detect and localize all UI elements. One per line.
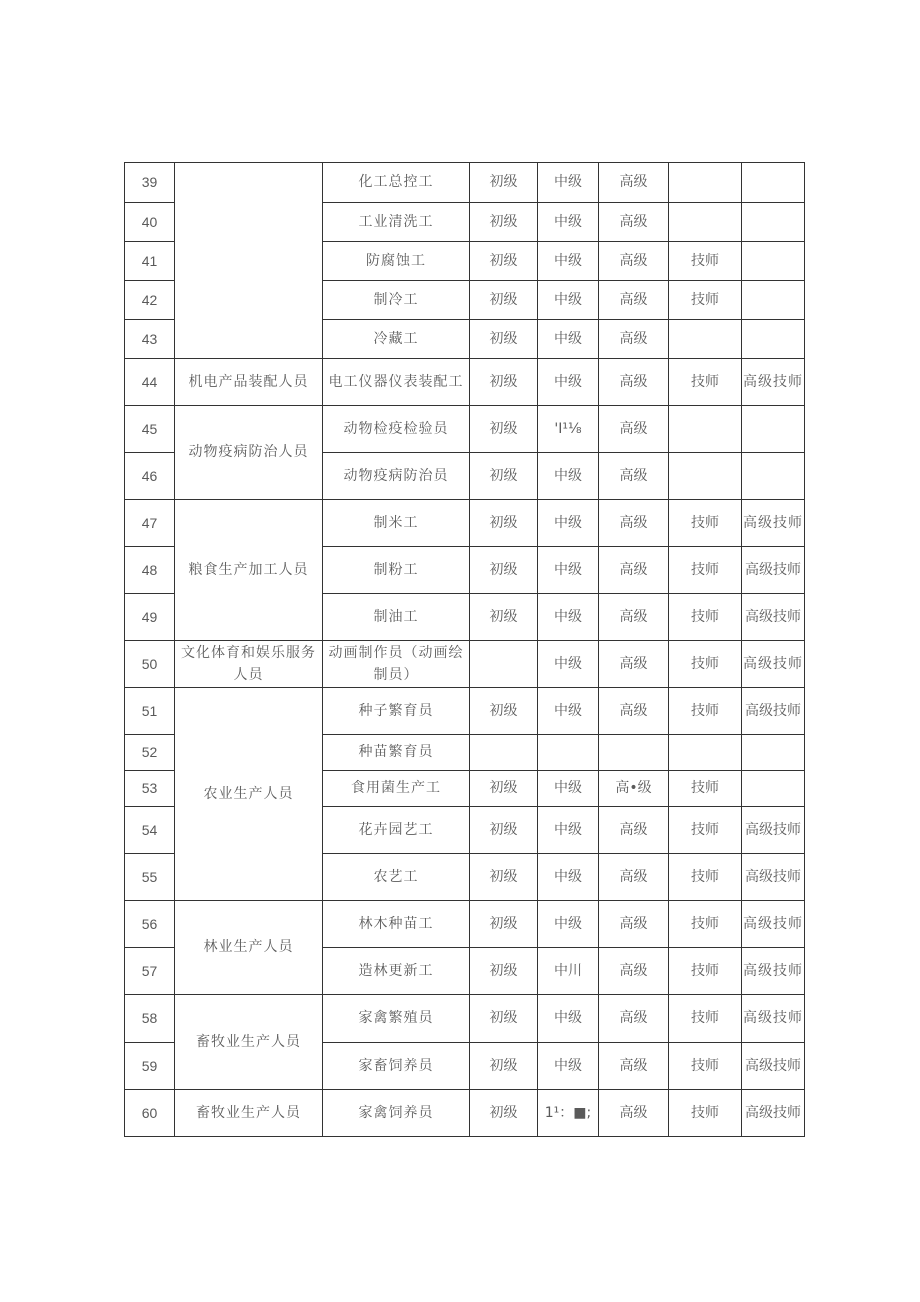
level-intermediate: 中级 xyxy=(538,1043,599,1090)
level-technician: 技师 xyxy=(669,995,742,1043)
table-row xyxy=(125,901,805,948)
level-senior-technician: 高级技师 xyxy=(742,500,805,547)
category-cell: 动物疫病防治人员 xyxy=(175,406,323,500)
level-senior: 高级 xyxy=(599,500,669,547)
level-intermediate: 中级 xyxy=(538,320,599,359)
level-intermediate: 中级 xyxy=(538,163,599,203)
level-senior: 高级 xyxy=(599,547,669,594)
level-junior: 初级 xyxy=(470,771,538,807)
level-junior xyxy=(470,735,538,771)
occupation-cell: 动物疫病防治员 xyxy=(323,453,470,500)
row-number: 42 xyxy=(125,281,175,320)
level-junior: 初级 xyxy=(470,901,538,948)
row-number: 46 xyxy=(125,453,175,500)
level-senior-technician: 高级技师 xyxy=(742,641,805,688)
row-number: 57 xyxy=(125,948,175,995)
level-senior: 高级 xyxy=(599,901,669,948)
level-junior: 初级 xyxy=(470,320,538,359)
occupation-cell: 冷藏工 xyxy=(323,320,470,359)
row-number: 41 xyxy=(125,242,175,281)
level-technician xyxy=(669,320,742,359)
occupation-cell: 防腐蚀工 xyxy=(323,242,470,281)
level-senior: 高•级 xyxy=(599,771,669,807)
table-row xyxy=(125,406,805,453)
row-number: 56 xyxy=(125,901,175,948)
occupation-cell: 食用菌生产工 xyxy=(323,771,470,807)
level-intermediate: 中级 xyxy=(538,453,599,500)
category-cell: 文化体育和娱乐服务人员 xyxy=(175,641,323,688)
level-intermediate: 中级 xyxy=(538,547,599,594)
level-junior: 初级 xyxy=(470,242,538,281)
occupation-cell: 动物检疫检验员 xyxy=(323,406,470,453)
level-intermediate: 中级 xyxy=(538,281,599,320)
level-senior-technician: 高级技师 xyxy=(742,1043,805,1090)
level-senior-technician: 高级技师 xyxy=(742,594,805,641)
level-intermediate: 中川 xyxy=(538,948,599,995)
level-technician: 技师 xyxy=(669,281,742,320)
level-junior: 初级 xyxy=(470,406,538,453)
level-senior-technician xyxy=(742,771,805,807)
level-technician xyxy=(669,453,742,500)
level-junior: 初级 xyxy=(470,854,538,901)
level-technician: 技师 xyxy=(669,547,742,594)
row-number: 45 xyxy=(125,406,175,453)
level-intermediate: 中级 xyxy=(538,688,599,735)
row-number: 53 xyxy=(125,771,175,807)
occupation-level-table xyxy=(124,162,805,1137)
occupation-cell: 电工仪器仪表装配工 xyxy=(323,359,470,406)
level-intermediate: 中级 xyxy=(538,807,599,854)
level-junior: 初级 xyxy=(470,1043,538,1090)
level-senior: 高级 xyxy=(599,163,669,203)
level-senior-technician xyxy=(742,203,805,242)
level-senior-technician xyxy=(742,320,805,359)
level-intermediate: 'I¹⅛ xyxy=(538,406,599,453)
occupation-cell: 制米工 xyxy=(323,500,470,547)
level-senior-technician: 高级技师 xyxy=(742,1090,805,1137)
occupation-cell: 制冷工 xyxy=(323,281,470,320)
level-intermediate: 中级 xyxy=(538,500,599,547)
level-junior xyxy=(470,641,538,688)
level-senior-technician xyxy=(742,163,805,203)
level-senior-technician: 高级技师 xyxy=(742,688,805,735)
level-technician xyxy=(669,735,742,771)
occupation-cell: 化工总控工 xyxy=(323,163,470,203)
level-senior: 高级 xyxy=(599,688,669,735)
row-number: 51 xyxy=(125,688,175,735)
level-senior: 高级 xyxy=(599,1090,669,1137)
occupation-cell: 家禽繁殖员 xyxy=(323,995,470,1043)
level-junior: 初级 xyxy=(470,453,538,500)
occupation-cell: 种苗繁育员 xyxy=(323,735,470,771)
level-senior: 高级 xyxy=(599,406,669,453)
level-intermediate: 中级 xyxy=(538,854,599,901)
row-number: 50 xyxy=(125,641,175,688)
row-number: 54 xyxy=(125,807,175,854)
row-number: 52 xyxy=(125,735,175,771)
category-cell: 畜牧业生产人员 xyxy=(175,1090,323,1137)
level-junior: 初级 xyxy=(470,547,538,594)
level-senior-technician: 高级技师 xyxy=(742,547,805,594)
row-number: 40 xyxy=(125,203,175,242)
level-senior-technician xyxy=(742,242,805,281)
level-intermediate: 中级 xyxy=(538,594,599,641)
category-cell: 农业生产人员 xyxy=(175,688,323,901)
table-row xyxy=(125,995,805,1043)
category-cell: 机电产品装配人员 xyxy=(175,359,323,406)
level-intermediate: 1¹：■; xyxy=(538,1090,599,1137)
level-intermediate: 中级 xyxy=(538,242,599,281)
level-senior-technician xyxy=(742,735,805,771)
level-senior-technician: 高级技师 xyxy=(742,807,805,854)
level-senior-technician: 高级技师 xyxy=(742,901,805,948)
level-technician: 技师 xyxy=(669,359,742,406)
level-intermediate xyxy=(538,735,599,771)
level-junior: 初级 xyxy=(470,688,538,735)
level-junior: 初级 xyxy=(470,807,538,854)
level-junior: 初级 xyxy=(470,359,538,406)
row-number: 49 xyxy=(125,594,175,641)
category-cell-empty xyxy=(175,163,323,359)
occupation-cell: 林木种苗工 xyxy=(323,901,470,948)
level-technician: 技师 xyxy=(669,854,742,901)
occupation-cell: 造林更新工 xyxy=(323,948,470,995)
row-number: 59 xyxy=(125,1043,175,1090)
level-technician xyxy=(669,163,742,203)
category-cell: 畜牧业生产人员 xyxy=(175,995,323,1090)
level-senior: 高级 xyxy=(599,281,669,320)
level-technician xyxy=(669,406,742,453)
level-senior: 高级 xyxy=(599,995,669,1043)
level-technician: 技师 xyxy=(669,594,742,641)
level-senior: 高级 xyxy=(599,1043,669,1090)
level-intermediate: 中级 xyxy=(538,771,599,807)
level-intermediate: 中级 xyxy=(538,901,599,948)
level-technician: 技师 xyxy=(669,1090,742,1137)
level-junior: 初级 xyxy=(470,995,538,1043)
level-intermediate: 中级 xyxy=(538,203,599,242)
table-row xyxy=(125,641,805,688)
row-number: 44 xyxy=(125,359,175,406)
row-number: 43 xyxy=(125,320,175,359)
occupation-cell: 家禽饲养员 xyxy=(323,1090,470,1137)
row-number: 48 xyxy=(125,547,175,594)
level-senior-technician xyxy=(742,453,805,500)
table-row xyxy=(125,163,805,203)
category-cell: 粮食生产加工人员 xyxy=(175,500,323,641)
level-senior: 高级 xyxy=(599,320,669,359)
occupation-cell: 动画制作员（动画绘制员） xyxy=(323,641,470,688)
row-number: 55 xyxy=(125,854,175,901)
level-senior-technician: 高级技师 xyxy=(742,359,805,406)
table-row xyxy=(125,688,805,735)
level-senior: 高级 xyxy=(599,453,669,500)
occupation-cell: 农艺工 xyxy=(323,854,470,901)
level-senior: 高级 xyxy=(599,854,669,901)
level-technician: 技师 xyxy=(669,771,742,807)
level-technician: 技师 xyxy=(669,242,742,281)
level-junior: 初级 xyxy=(470,163,538,203)
level-senior-technician: 高级技师 xyxy=(742,995,805,1043)
row-number: 58 xyxy=(125,995,175,1043)
category-cell: 林业生产人员 xyxy=(175,901,323,995)
level-junior: 初级 xyxy=(470,948,538,995)
table-row xyxy=(125,359,805,406)
level-junior: 初级 xyxy=(470,281,538,320)
level-senior-technician xyxy=(742,406,805,453)
level-technician: 技师 xyxy=(669,807,742,854)
occupation-cell: 工业清洗工 xyxy=(323,203,470,242)
level-senior: 高级 xyxy=(599,594,669,641)
level-senior: 高级 xyxy=(599,641,669,688)
level-senior: 高级 xyxy=(599,948,669,995)
level-junior: 初级 xyxy=(470,1090,538,1137)
level-senior: 高级 xyxy=(599,242,669,281)
level-junior: 初级 xyxy=(470,594,538,641)
row-number: 39 xyxy=(125,163,175,203)
level-senior: 高级 xyxy=(599,359,669,406)
row-number: 60 xyxy=(125,1090,175,1137)
level-technician: 技师 xyxy=(669,500,742,547)
level-intermediate: 中级 xyxy=(538,995,599,1043)
level-technician xyxy=(669,203,742,242)
occupation-cell: 家畜饲养员 xyxy=(323,1043,470,1090)
row-number: 47 xyxy=(125,500,175,547)
level-technician: 技师 xyxy=(669,901,742,948)
level-intermediate: 中级 xyxy=(538,359,599,406)
level-technician: 技师 xyxy=(669,948,742,995)
level-intermediate: 中级 xyxy=(538,641,599,688)
level-senior-technician: 高级技师 xyxy=(742,948,805,995)
table-row xyxy=(125,1090,805,1137)
level-senior-technician: 高级技师 xyxy=(742,854,805,901)
level-technician: 技师 xyxy=(669,641,742,688)
occupation-cell: 制油工 xyxy=(323,594,470,641)
level-technician: 技师 xyxy=(669,1043,742,1090)
level-junior: 初级 xyxy=(470,203,538,242)
level-junior: 初级 xyxy=(470,500,538,547)
occupation-cell: 花卉园艺工 xyxy=(323,807,470,854)
occupation-cell: 种子繁育员 xyxy=(323,688,470,735)
level-senior xyxy=(599,735,669,771)
occupation-cell: 制粉工 xyxy=(323,547,470,594)
level-technician: 技师 xyxy=(669,688,742,735)
level-senior: 高级 xyxy=(599,203,669,242)
table-row xyxy=(125,500,805,547)
level-senior-technician xyxy=(742,281,805,320)
level-senior: 高级 xyxy=(599,807,669,854)
